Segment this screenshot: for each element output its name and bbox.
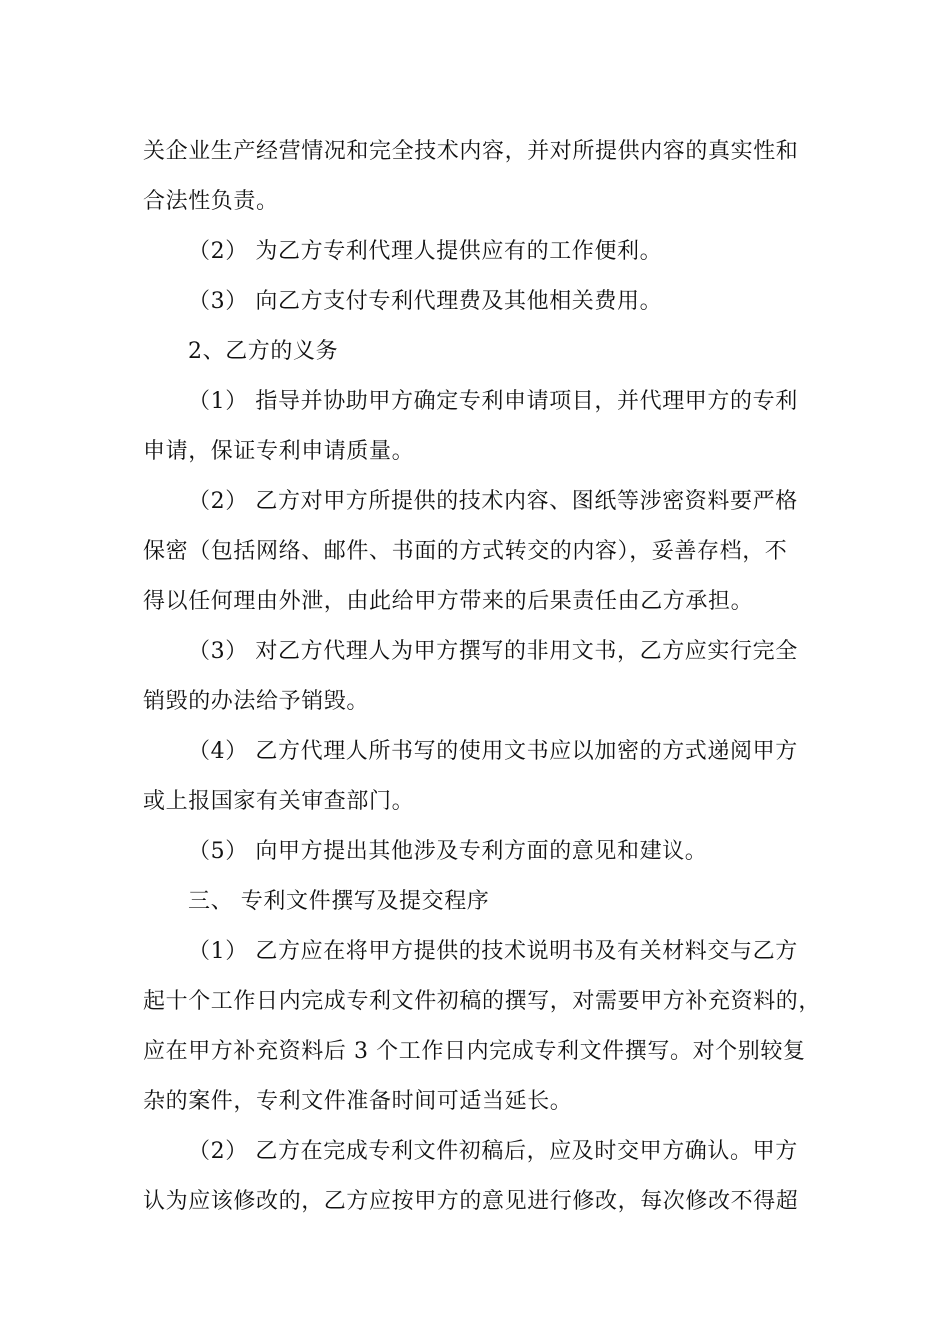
text-line: 或上报国家有关审查部门。 (143, 789, 415, 814)
list-item: （5） 向甲方提出其他涉及专利方面的意见和建议。 (188, 839, 708, 864)
list-item: （2） 为乙方专利代理人提供应有的工作便利。 (188, 239, 663, 264)
list-item: （2） 乙方对甲方所提供的技术内容、图纸等涉密资料要严格 (188, 489, 798, 514)
list-item: （1） 乙方应在将甲方提供的技术说明书及有关材料交与乙方 (188, 939, 798, 964)
text-line: 认为应该修改的，乙方应按甲方的意见进行修改，每次修改不得超 (143, 1189, 799, 1214)
text-line: 关企业生产经营情况和完全技术内容，并对所提供内容的真实性和 (143, 139, 799, 164)
text-line: 保密（包括网络、邮件、书面的方式转交的内容），妥善存档，不 (143, 539, 788, 564)
text-line: 申请，保证专利申请质量。 (143, 439, 415, 464)
text-line: 杂的案件，专利文件准备时间可适当延长。 (143, 1089, 573, 1114)
text-line: 合法性负责。 (143, 189, 279, 214)
section-heading: 三、 专利文件撰写及提交程序 (188, 889, 490, 914)
list-item: （3） 对乙方代理人为甲方撰写的非用文书，乙方应实行完全 (188, 639, 798, 664)
list-item: （1） 指导并协助甲方确定专利申请项目，并代理甲方的专利 (188, 389, 798, 414)
text-line: 销毁的办法给予销毁。 (143, 689, 370, 714)
text-line: 应在甲方补充资料后 3 个工作日内完成专利文件撰写。对个别较复 (143, 1039, 806, 1064)
list-item: （2） 乙方在完成专利文件初稿后，应及时交甲方确认。甲方 (188, 1139, 798, 1164)
text-line: 得以任何理由外泄，由此给甲方带来的后果责任由乙方承担。 (143, 589, 754, 614)
text-line: 起十个工作日内完成专利文件初稿的撰写，对需要甲方补充资料的， (143, 989, 822, 1014)
list-item: （4） 乙方代理人所书写的使用文书应以加密的方式递阅甲方 (188, 739, 798, 764)
section-heading: 2、乙方的义务 (188, 339, 339, 364)
list-item: （3） 向乙方支付专利代理费及其他相关费用。 (188, 289, 663, 314)
